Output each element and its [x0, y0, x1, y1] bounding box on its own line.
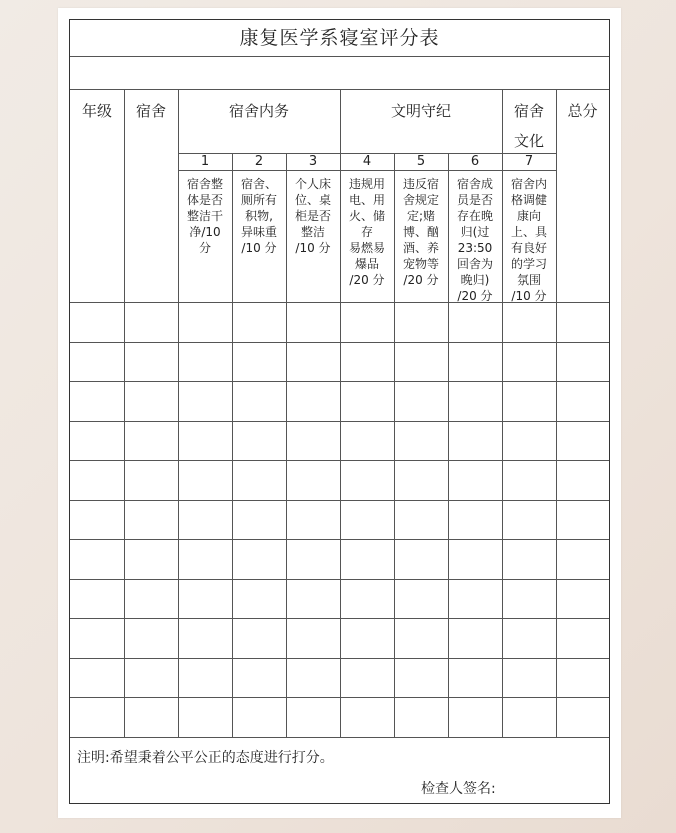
criterion-number: 1: [200, 154, 210, 169]
criterion-line: 柜是否: [294, 209, 331, 223]
criterion-line: /10 分: [511, 289, 547, 303]
table-row: [70, 381, 609, 421]
table-row: [70, 697, 609, 737]
criterion-line: 康向: [516, 209, 541, 223]
criterion-line: /20 分: [349, 273, 385, 287]
header-civility: 文明守纪: [390, 102, 451, 120]
note-text: 注明:希望秉着公平公正的态度进行打分。: [77, 750, 334, 766]
criterion-line: 晚归): [460, 273, 490, 287]
criterion-line: 宠物等: [402, 257, 439, 271]
number-row-divider: [178, 170, 556, 171]
criterion-line: /20 分: [457, 289, 493, 303]
table-row: [70, 579, 609, 619]
criterion-line: 爆品: [354, 257, 379, 271]
criterion-number: 6: [470, 154, 480, 169]
header-total: 总分: [567, 102, 598, 120]
criterion-line: 净/10: [189, 225, 221, 239]
criterion-line: 违规用: [348, 177, 385, 191]
criterion-description: [452, 176, 498, 304]
table-row: [70, 658, 609, 698]
criterion-line: 格调健: [510, 193, 547, 207]
table-row: [70, 302, 609, 342]
criterion-line: 有良好: [510, 241, 547, 255]
criterion-line: /10 分: [241, 241, 277, 255]
header-dorm: 宿舍: [135, 102, 166, 120]
table-row: [70, 500, 609, 540]
table-row: [70, 539, 609, 579]
criterion-number: 7: [524, 154, 534, 169]
criterion-line: 违反宿: [402, 177, 439, 191]
criterion-line: 归(过: [460, 225, 490, 239]
criterion-line: 易燃易: [348, 241, 385, 255]
criterion-line: 整洁: [300, 225, 325, 239]
criterion-line: /10 分: [295, 241, 331, 255]
criterion-line: 体是否: [186, 193, 223, 207]
score-form: [69, 19, 610, 804]
signature-label: 检查人签名:: [421, 781, 496, 797]
criterion-line: 个人床: [294, 177, 331, 191]
table-row: [70, 342, 609, 382]
criterion-line: 整洁干: [186, 209, 223, 223]
table-row: [70, 618, 609, 658]
criterion-line: 23:50: [457, 241, 493, 255]
criterion-description: [236, 176, 282, 256]
criterion-line: 上、具: [510, 225, 547, 239]
criterion-line: 回舍为: [456, 257, 493, 271]
criterion-line: 酒、养: [402, 241, 439, 255]
criterion-number: 2: [254, 154, 264, 169]
criterion-line: 宿舍整: [186, 177, 223, 191]
table-row: [70, 460, 609, 500]
title-divider: [70, 56, 609, 57]
criterion-line: 存在晚: [456, 209, 493, 223]
criterion-line: 电、用: [348, 193, 385, 207]
criterion-description: [290, 176, 336, 256]
table-row: [70, 421, 609, 461]
criterion-number: 3: [308, 154, 318, 169]
criterion-line: 博、酗: [402, 225, 439, 239]
criterion-line: 分: [198, 241, 211, 255]
criterion-number: 4: [362, 154, 372, 169]
criterion-line: 氛围: [516, 273, 541, 287]
criterion-line: 火、储存: [348, 209, 385, 239]
criterion-line: 舍规定: [402, 193, 439, 207]
criterion-line: 定;赌: [406, 209, 436, 223]
header-culture-line2: 文化: [513, 132, 544, 150]
header-affairs: 宿舍内务: [228, 102, 289, 120]
criterion-number: 5: [416, 154, 426, 169]
criterion-line: 宿舍内: [510, 177, 547, 191]
criterion-line: 位、桌: [294, 193, 331, 207]
form-title: 康复医学系寝室评分表: [239, 27, 440, 49]
criterion-description: [344, 176, 390, 288]
criterion-line: /20 分: [403, 273, 439, 287]
criterion-line: 的学习: [510, 257, 547, 271]
header-grade: 年级: [81, 102, 112, 120]
row-line: [70, 737, 609, 738]
criterion-line: 异味重: [240, 225, 277, 239]
criterion-description: [398, 176, 444, 288]
criterion-description: [182, 176, 228, 256]
criterion-line: 积物,: [245, 209, 273, 223]
criterion-line: 宿舍成: [456, 177, 493, 191]
criterion-line: 宿舍、: [240, 177, 277, 191]
criterion-description: [506, 176, 552, 304]
criterion-line: 厕所有: [240, 193, 277, 207]
header-culture: 宿舍: [513, 102, 544, 120]
criterion-line: 员是否: [456, 193, 493, 207]
